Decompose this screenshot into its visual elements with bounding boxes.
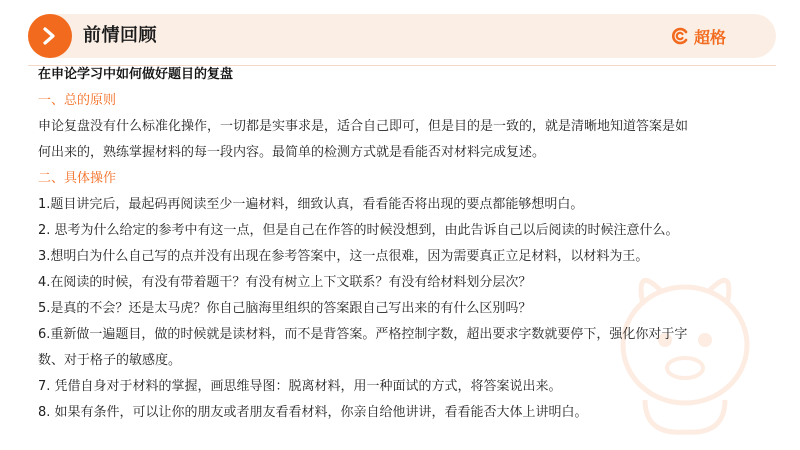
logo-text: 超格 — [694, 27, 727, 47]
chevron-right-icon — [40, 26, 60, 46]
paragraph-line: 何出来的，熟练掌握材料的每一段内容。最简单的检测方式就是看能否对材料完成复述。 — [38, 145, 546, 160]
list-item: 8. 如果有条件，可以让你的朋友或者朋友看看材料，你亲自给他讲讲，看看能否大体上讲明白。 — [38, 405, 588, 420]
list-item: 3.想明白为什么自己写的点并没有出现在参考答案中，这一点很难，因为需要真正立足材料，以材料为王。 — [38, 249, 649, 264]
section-heading: 一、总的原则 — [38, 93, 117, 108]
header-arrow-badge — [28, 14, 72, 58]
content-subtitle: 在申论学习中如何做好题目的复盘 — [38, 67, 234, 82]
page-title: 前情回顾 — [83, 25, 157, 46]
list-item: 5.是真的不会？还是太马虎？你自己脑海里组织的答案跟自己写出来的有什么区别吗？ — [38, 301, 532, 316]
logo-icon — [670, 26, 690, 46]
brand-logo — [670, 22, 726, 50]
list-item: 1.题目讲完后，最起码再阅读至少一遍材料，细致认真，看看能否将出现的要点都能够想明白。 — [38, 197, 584, 212]
list-item: 7. 凭借自身对于材料的掌握，画思维导图：脱离材料，用一种面试的方式，将答案说出来。 — [38, 379, 562, 394]
list-item: 4.在阅读的时候，有没有带着题干？有没有树立上下文联系？有没有给材料划分层次？ — [38, 275, 532, 290]
list-item: 6.重新做一遍题目，做的时候就是读材料，而不是背答案。严格控制字数，超出要求字数就要停下，强化你对于字 — [38, 327, 688, 342]
section-heading: 二、具体操作 — [38, 171, 117, 186]
paragraph-line: 申论复盘没有什么标准化操作，一切都是实事求是，适合自己即可，但是目的是一致的，就是清晰地知道答案是如 — [38, 119, 689, 134]
list-item-continuation: 数、对于格子的敏感度。 — [38, 353, 182, 368]
list-item: 2. 思考为什么给定的参考中有这一点，但是自己在作答的时候没想到，由此告诉自己以后阅读的时候注意什么。 — [38, 223, 679, 238]
